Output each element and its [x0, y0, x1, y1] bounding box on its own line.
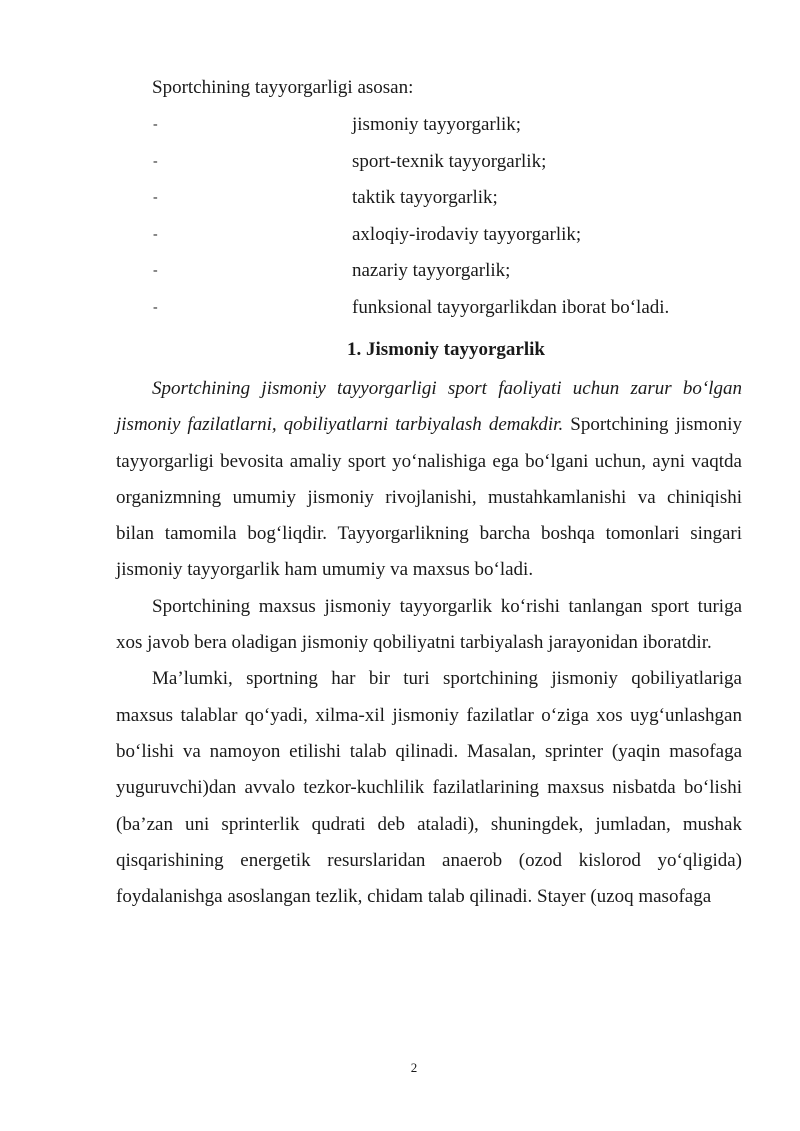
section-heading: 1. Jismoniy tayyorgarlik: [347, 339, 545, 360]
intro-line: Sportchining tayyorgarligi asosan:: [152, 77, 414, 98]
paragraph-1-definition: Sportchining jismoniy tayyorgarligi sport faoliyati uchun zarur bo‘lgan jismoniy fazilatlarni, qobiliyatlarni tarbiyalash demakdir.: [116, 378, 742, 436]
list-item-text: taktik tayyorgarlik;: [352, 187, 498, 208]
list-item: [153, 222, 753, 259]
bullet-list: [153, 112, 753, 331]
page-number: 2: [410, 1060, 418, 1075]
paragraph-1-text: Sportchining jismoniy tayyorgarligi bevosita amaliy sport yo‘nalishiga ega bo‘lgani uchun, ayni vaqtda organizmning umumiy jismoniy rivojlanishi, mustahkamlanishi va chiniqishi bilan tamomila bog‘liqdir. Tayyorgarlikning barcha boshqa tomonlari singari jismoniy tayyorgarlik ham umumiy va maxsus bo‘ladi.: [116, 414, 742, 581]
list-item-text: sport-texnik tayyorgarlik;: [352, 150, 547, 172]
bullet-dash: -: [153, 299, 158, 315]
bullet-dash: -: [153, 153, 158, 169]
body-text: [116, 371, 742, 915]
list-item: [153, 112, 753, 149]
bullet-dash: -: [153, 263, 158, 278]
list-item: [153, 258, 753, 295]
bullet-dash: -: [153, 226, 158, 242]
paragraph-2: Sportchining maxsus jismoniy tayyorgarlik ko‘rishi tanlangan sport turiga xos javob bera oladigan jismoniy qobiliyatni tarbiyalash jarayonidan iboratdir.: [116, 595, 742, 654]
list-item: [153, 185, 753, 222]
paragraph-3: Ma’lumki, sportning har bir turi sportchining jismoniy qobiliyatlariga maxsus talablar qo‘yadi, xilma-xil jismoniy fazilatlar o‘ziga xos uyg‘unlashgan bo‘lishi va namoyon etilishi talab qilinadi. Masalan, sprinter (yaqin masofaga yuguruvchi)dan avvalo tezkor-kuchlilik fazilatlarining maxsus nisbatda bo‘lishi (ba’zan uni sprinterlik qudrati deb ataladi), shuningdek, jumladan, mushak qisqarishining energetik resurslaridan anaerob (ozod kislorod yo‘qligida) foydalanishga asoslangan tezlik, chidam talab qilinadi. Stayer (uzoq masofaga: [116, 668, 742, 908]
bullet-dash: -: [153, 117, 158, 132]
list-item-text: jismoniy tayyorgarlik;: [352, 114, 522, 135]
list-item-text: nazariy tayyorgarlik;: [352, 260, 511, 281]
list-item-text: axloqiy-irodaviy tayyorgarlik;: [352, 223, 582, 245]
list-item: [153, 149, 753, 186]
list-item-text: funksional tayyorgarlikdan iborat bo‘ladi.: [352, 296, 670, 318]
list-item: [153, 295, 753, 332]
paragraph-1: [116, 371, 742, 589]
bullet-dash: -: [153, 190, 158, 205]
